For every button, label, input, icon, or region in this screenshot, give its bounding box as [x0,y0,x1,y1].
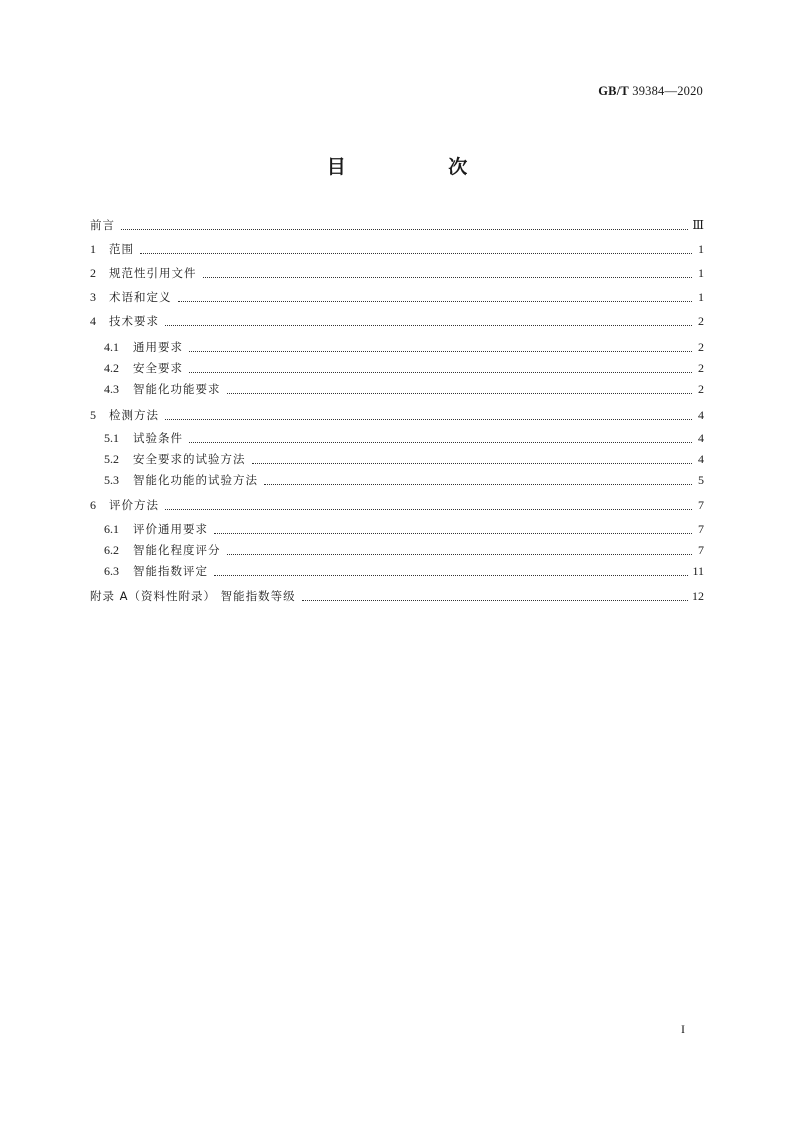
toc-entry[interactable] [90,587,704,605]
toc-entry[interactable] [90,406,704,424]
toc-entry-number: 6.3 [104,564,119,578]
toc-entry[interactable] [90,496,704,514]
toc-dot-leader [214,575,688,576]
toc-entry-page: 7 [698,522,704,536]
toc-dot-leader [227,554,693,555]
toc-dot-leader [203,277,693,278]
toc-entry-page: 2 [698,382,704,396]
toc-entry-page: 11 [692,564,704,578]
toc-entry-page: 2 [698,361,704,375]
toc-entry[interactable] [104,520,704,538]
toc-dot-leader [252,463,693,464]
toc-dot-leader [227,393,693,394]
toc-dot-leader [189,372,692,373]
page-title: 目 次 [326,156,516,178]
toc-entry[interactable] [104,450,704,468]
toc-entry-title: 试验条件 [133,431,183,445]
toc-entry-title: 智能化程度评分 [133,543,221,557]
toc-entry-page: 7 [698,498,704,512]
toc-entry[interactable] [90,264,704,282]
standard-number: 39384—2020 [632,84,703,98]
standard-code [598,84,703,99]
toc-entry-title: 评价通用要求 [133,522,208,536]
toc-dot-leader [165,325,692,326]
toc-entry[interactable] [90,240,704,258]
toc-entry-number: 5.2 [104,452,119,466]
toc-entry-page: 4 [698,452,704,466]
toc-dot-leader [178,301,693,302]
toc-entry-number: 2 [90,266,96,280]
toc-dot-leader [189,442,692,443]
toc-entry[interactable] [104,471,704,489]
toc-entry-title: 附录 A（资料性附录） 智能指数等级 [90,589,296,603]
toc-dot-leader [140,253,692,254]
toc-entry[interactable] [90,216,704,234]
toc-entry-page: 1 [698,290,704,304]
toc-entry-title: 规范性引用文件 [109,266,197,280]
toc-entry-page: 12 [692,589,704,603]
toc-dot-leader [302,600,688,601]
toc-entry-title: 术语和定义 [109,290,172,304]
toc-entry-title: 前言 [90,218,115,232]
toc-entry-title: 智能化功能的试验方法 [133,473,258,487]
toc-entry-number: 3 [90,290,96,304]
toc-entry-title: 安全要求的试验方法 [133,452,246,466]
toc-entry-number: 5.1 [104,431,119,445]
toc-entry-page: 2 [698,340,704,354]
toc-entry[interactable] [104,380,704,398]
toc-entry-page: Ⅲ [692,218,704,232]
toc-dot-leader [165,419,692,420]
toc-dot-leader [165,509,692,510]
toc-entry-title: 范围 [109,242,134,256]
toc-entry-number: 6.2 [104,543,119,557]
toc-entry-number: 5 [90,408,96,422]
toc-dot-leader [214,533,692,534]
toc-entry-page: 2 [698,314,704,328]
toc-entry-title: 技术要求 [109,314,159,328]
toc-entry-number: 6.1 [104,522,119,536]
toc-entry-page: 7 [698,543,704,557]
toc-entry-number: 4.2 [104,361,119,375]
toc-entry[interactable] [104,359,704,377]
toc-entry-title: 安全要求 [133,361,183,375]
toc-entry[interactable] [90,288,704,306]
toc-entry-page: 5 [698,473,704,487]
toc-entry-page: 4 [698,408,704,422]
toc-entry-number: 1 [90,242,96,256]
toc-entry[interactable] [104,429,704,447]
toc-entry-title: 通用要求 [133,340,183,354]
toc-dot-leader [264,484,692,485]
toc-entry-page: 1 [698,242,704,256]
toc-entry[interactable] [104,338,704,356]
toc-entry-page: 1 [698,266,704,280]
page-number: I [681,1022,685,1036]
toc-entry-title: 检测方法 [109,408,159,422]
toc-entry-number: 4 [90,314,96,328]
toc-entry-title: 智能指数评定 [133,564,208,578]
toc-entry-page: 4 [698,431,704,445]
toc-dot-leader [189,351,692,352]
toc-dot-leader [121,229,688,230]
toc-entry-number: 5.3 [104,473,119,487]
toc-entry-number: 6 [90,498,96,512]
toc-entry[interactable] [104,541,704,559]
toc-entry-number: 4.3 [104,382,119,396]
toc-entry[interactable] [90,312,704,330]
toc-entry-title: 智能化功能要求 [133,382,221,396]
standard-prefix: GB/T [598,84,629,98]
toc-entry[interactable] [104,562,704,580]
toc-entry-title: 评价方法 [109,498,159,512]
toc-entry-number: 4.1 [104,340,119,354]
